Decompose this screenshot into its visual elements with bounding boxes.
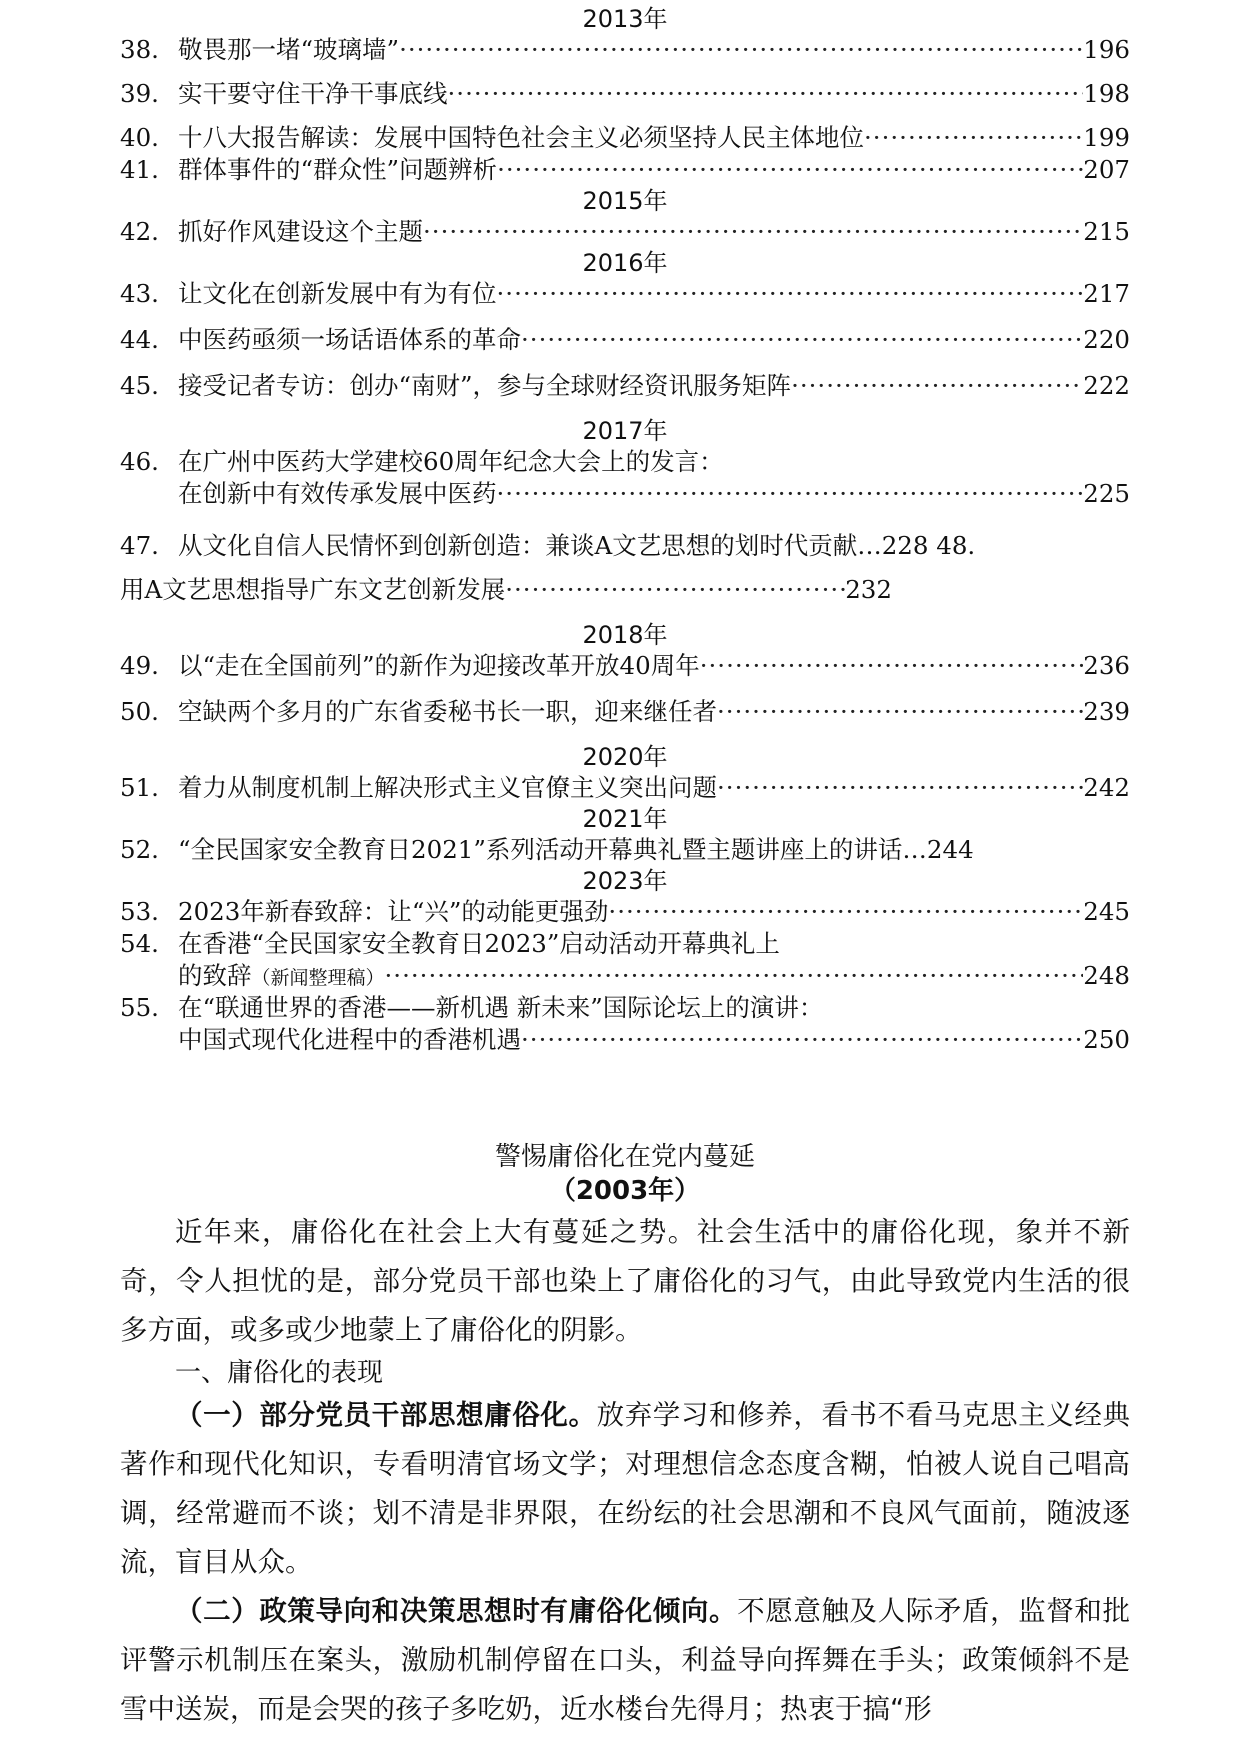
toc-entry[interactable]	[120, 122, 1130, 154]
toc-entry[interactable]	[120, 530, 1130, 562]
toc-entry-title: 抓好作风建设这个主题	[178, 217, 423, 246]
toc-entry[interactable]	[120, 370, 1130, 402]
toc-entry[interactable]	[120, 78, 1130, 110]
toc-entry-title: 在广州中医药大学建校60周年纪念大会上的发言：	[178, 447, 724, 476]
toc-leader-dots	[423, 216, 1083, 248]
toc-leader-dots	[717, 696, 1083, 728]
toc-entry-number: 43.	[120, 279, 159, 308]
toc-entry[interactable]	[120, 992, 1130, 1024]
toc-entry-page: 215	[1083, 217, 1130, 246]
paragraph-heading: （二）政策导向和决策思想时有庸俗化倾向。	[175, 1595, 738, 1627]
toc-leader-dots	[497, 154, 1083, 186]
toc-entry-page: 244	[926, 835, 974, 864]
toc-year-heading: 2018年	[582, 621, 668, 649]
toc-entry-number: 46.	[120, 447, 159, 476]
toc-entry-title: “全民国家安全教育日2021”系列活动开幕典礼暨主题讲座上的讲话…	[178, 835, 927, 864]
toc-entry[interactable]	[120, 216, 1130, 248]
toc-entry-number: 49.	[120, 651, 159, 680]
toc-entry-title: 着力从制度机制上解决形式主义官僚主义突出问题	[178, 773, 717, 802]
toc-leader-dots	[497, 478, 1084, 510]
toc-leader-dots	[608, 896, 1083, 928]
toc-year-heading: 2013年	[582, 5, 668, 33]
toc-year-heading: 2015年	[582, 187, 668, 215]
toc-leader-dots	[448, 78, 1084, 110]
paragraph-text: 不愿意触及人际矛盾，监督和批评警示机制压在案头，激励机制停留在口头，利益导向挥舞在手头；政策倾斜不是雪中送炭，而是会哭的孩子多吃奶，近水楼台先得月；热衷于搞“形	[120, 1595, 1131, 1725]
toc-entry[interactable]	[120, 154, 1130, 186]
article-paragraph	[120, 1391, 1130, 1587]
toc-entry-page: 245	[1083, 897, 1130, 926]
toc-entry-number: 42.	[120, 217, 159, 246]
toc-entry-number: 52.	[120, 835, 159, 864]
toc-entry-title-line2: 的致辞（新闻整理稿）	[178, 961, 385, 990]
toc-entry-continuation[interactable]	[120, 960, 1130, 992]
toc-entry-number: 50.	[120, 697, 159, 726]
toc-year-heading: 2021年	[582, 805, 668, 833]
paragraph-heading: （一）部分党员干部思想庸俗化。	[175, 1399, 597, 1431]
toc-entry-continuation[interactable]	[120, 478, 1130, 510]
table-of-contents	[120, 4, 1130, 1056]
toc-entry-page: 199	[1083, 123, 1130, 152]
toc-entry-page: 232	[845, 575, 892, 604]
toc-entry-title-line2: 用A文艺思想指导广东文艺创新发展	[120, 575, 506, 604]
toc-leader-dots	[521, 324, 1083, 356]
toc-leader-dots	[385, 960, 1084, 992]
toc-entry[interactable]	[120, 834, 1130, 866]
toc-entry-page: 207	[1083, 155, 1130, 184]
toc-leader-dots	[521, 1024, 1083, 1056]
toc-entry-number: 55.	[120, 993, 159, 1022]
toc-entry[interactable]	[120, 650, 1130, 682]
toc-entry-page: 220	[1083, 325, 1130, 354]
paragraph-text: 放弃学习和修养，看书不看马克思主义经典著作和现代化知识，专看明清官场文学；对理想信念态度含糊，怕被人说自己唱高调，经常避而不谈；划不清是非界限，在纷纭的社会思潮和不良风气面前，随波逐流，盲目从众。	[120, 1399, 1131, 1578]
toc-entry-page: 236	[1083, 651, 1130, 680]
toc-entry-number: 41.	[120, 155, 159, 184]
toc-entry-number: 51.	[120, 773, 159, 802]
toc-entry-page: 196	[1083, 35, 1130, 64]
toc-year-heading: 2016年	[582, 249, 668, 277]
toc-entry-title: 群体事件的“群众性”问题辨析	[178, 155, 498, 184]
toc-entry-number: 39.	[120, 79, 159, 108]
article-title: 警惕庸俗化在党内蔓延	[494, 1142, 755, 1172]
toc-entry-page: 217	[1083, 279, 1130, 308]
toc-entry-page: 225	[1083, 479, 1130, 508]
toc-entry-continuation[interactable]	[120, 574, 1130, 606]
toc-entry-number: 54.	[120, 929, 159, 958]
toc-entry[interactable]	[120, 324, 1130, 356]
toc-year-heading: 2020年	[582, 743, 668, 771]
toc-entry-continuation[interactable]	[120, 1024, 1130, 1056]
toc-entry-page: 222	[1083, 371, 1130, 400]
toc-entry-title: 中医药亟须一场话语体系的革命	[178, 325, 521, 354]
toc-leader-dots	[505, 574, 845, 606]
toc-leader-dots	[700, 650, 1084, 682]
toc-entry-title: 在香港“全民国家安全教育日2023”启动活动开幕典礼上	[178, 929, 780, 958]
toc-entry[interactable]	[120, 772, 1130, 804]
toc-entry-title: 以“走在全国前列”的新作为迎接改革开放40周年	[178, 651, 700, 680]
toc-entry[interactable]	[120, 34, 1130, 66]
toc-leader-dots	[497, 278, 1084, 310]
toc-entry-note: （新闻整理稿）	[251, 967, 385, 989]
article-year: （2003年）	[549, 1176, 701, 1206]
toc-entry-page: 242	[1083, 773, 1130, 802]
toc-entry-number: 45.	[120, 371, 159, 400]
toc-entry[interactable]	[120, 696, 1130, 728]
toc-entry[interactable]	[120, 896, 1130, 928]
toc-entry-title-line2: 中国式现代化进程中的香港机遇	[178, 1025, 521, 1054]
toc-entry-number: 53.	[120, 897, 159, 926]
toc-entry-page: 250	[1083, 1025, 1130, 1054]
toc-entry-page: 239	[1083, 697, 1130, 726]
toc-entry-page: 198	[1083, 79, 1130, 108]
toc-entry-page: 248	[1083, 961, 1130, 990]
toc-entry-number: 47.	[120, 531, 159, 560]
article-body	[120, 1140, 1130, 1734]
toc-entry-title: 让文化在创新发展中有为有位	[178, 279, 497, 308]
toc-leader-dots	[791, 370, 1083, 402]
toc-entry-title-line2: 在创新中有效传承发展中医药	[178, 479, 497, 508]
toc-entry-number: 40.	[120, 123, 159, 152]
toc-entry-title: 空缺两个多月的广东省委秘书长一职，迎来继任者	[178, 697, 717, 726]
toc-leader-dots	[399, 34, 1083, 66]
article-paragraph	[120, 1587, 1130, 1734]
toc-leader-dots	[717, 772, 1083, 804]
section-heading: 一、庸俗化的表现	[175, 1358, 384, 1388]
toc-entry-title: 接受记者专访：创办“南财”，参与全球财经资讯服务矩阵	[178, 371, 792, 400]
toc-entry[interactable]	[120, 446, 1130, 478]
article-intro-paragraph: 近年来，庸俗化在社会上大有蔓延之势。社会生活中的庸俗化现，象并不新奇，令人担忧的是，部分党员干部也染上了庸俗化的习气，由此导致党内生活的很多方面，或多或少地蒙上了庸俗化的阴影。	[120, 1216, 1130, 1346]
toc-entry-number: 38.	[120, 35, 159, 64]
toc-entry-title: 在“联通世界的香港——新机遇 新未来”国际论坛上的演讲：	[178, 993, 824, 1022]
toc-entry[interactable]	[120, 278, 1130, 310]
toc-entry[interactable]	[120, 928, 1130, 960]
toc-entry-title: 实干要守住干净干事底线	[178, 79, 448, 108]
toc-year-heading: 2017年	[582, 417, 668, 445]
toc-year-heading: 2023年	[582, 867, 668, 895]
toc-leader-dots	[864, 122, 1083, 154]
toc-entry-title: 敬畏那一堵“玻璃墙”	[178, 35, 400, 64]
toc-entry-title: 从文化自信人民情怀到创新创造：兼谈A文艺思想的划时代贡献…228 48.	[178, 531, 976, 560]
toc-entry-number: 44.	[120, 325, 159, 354]
toc-entry-title: 十八大报告解读：发展中国特色社会主义必须坚持人民主体地位	[178, 123, 864, 152]
toc-entry-title: 2023年新春致辞：让“兴”的动能更强劲	[178, 897, 609, 926]
